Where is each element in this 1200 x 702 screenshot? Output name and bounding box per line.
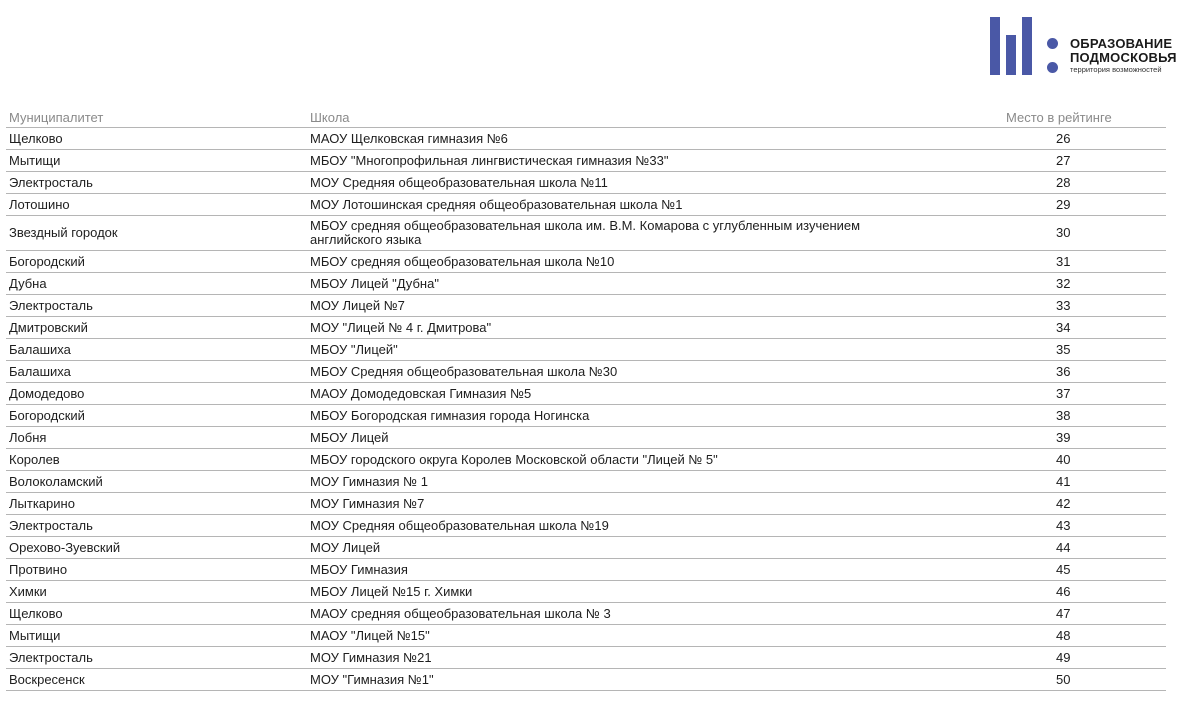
cell-place: 26 — [1006, 128, 1166, 150]
header-place: Место в рейтинге — [1006, 108, 1166, 128]
cell-school: МБОУ "Многопрофильная лингвистическая гимназия №33" — [307, 150, 1006, 172]
cell-municipality: Мытищи — [6, 150, 307, 172]
cell-school: МОУ Лицей — [307, 537, 1006, 559]
cell-municipality: Электросталь — [6, 647, 307, 669]
cell-municipality: Богородский — [6, 405, 307, 427]
ranking-table — [6, 108, 1166, 691]
cell-municipality: Дубна — [6, 273, 307, 295]
cell-place: 33 — [1006, 295, 1166, 317]
table-row — [6, 471, 1166, 493]
cell-place: 47 — [1006, 603, 1166, 625]
cell-place: 35 — [1006, 339, 1166, 361]
table-row — [6, 273, 1166, 295]
cell-place: 36 — [1006, 361, 1166, 383]
table-row — [6, 194, 1166, 216]
cell-place: 29 — [1006, 194, 1166, 216]
cell-school: МОУ Лицей №7 — [307, 295, 1006, 317]
cell-municipality: Дмитровский — [6, 317, 307, 339]
cell-school: МАОУ средняя общеобразовательная школа № 3 — [307, 603, 1006, 625]
cell-municipality: Щелково — [6, 128, 307, 150]
table-row — [6, 405, 1166, 427]
table-row — [6, 603, 1166, 625]
cell-school: МБОУ Богородская гимназия города Ногинска — [307, 405, 1006, 427]
table-row — [6, 383, 1166, 405]
cell-place: 32 — [1006, 273, 1166, 295]
cell-place: 39 — [1006, 427, 1166, 449]
cell-place: 38 — [1006, 405, 1166, 427]
cell-place: 43 — [1006, 515, 1166, 537]
table-row — [6, 295, 1166, 317]
cell-municipality: Химки — [6, 581, 307, 603]
cell-municipality: Орехово-Зуевский — [6, 537, 307, 559]
header-municipality: Муниципалитет — [6, 108, 307, 128]
cell-place: 41 — [1006, 471, 1166, 493]
cell-school: МБОУ средняя общеобразовательная школа №10 — [307, 251, 1006, 273]
cell-school: МАОУ Щелковская гимназия №6 — [307, 128, 1006, 150]
cell-school: МОУ Лотошинская средняя общеобразовательная школа №1 — [307, 194, 1006, 216]
cell-school: МБОУ Лицей "Дубна" — [307, 273, 1006, 295]
cell-school: МБОУ Лицей №15 г. Химки — [307, 581, 1006, 603]
cell-municipality: Звездный городок — [6, 216, 307, 251]
cell-municipality: Протвино — [6, 559, 307, 581]
logo-bars-icon — [990, 17, 1060, 77]
cell-municipality: Мытищи — [6, 625, 307, 647]
cell-municipality: Королев — [6, 449, 307, 471]
table-row — [6, 251, 1166, 273]
cell-municipality: Щелково — [6, 603, 307, 625]
cell-municipality: Электросталь — [6, 295, 307, 317]
cell-school: МБОУ городского округа Королев Московской области "Лицей № 5" — [307, 449, 1006, 471]
cell-place: 50 — [1006, 669, 1166, 691]
header-school: Школа — [307, 108, 1006, 128]
table-row — [6, 537, 1166, 559]
table-row — [6, 449, 1166, 471]
cell-school: МОУ Средняя общеобразовательная школа №19 — [307, 515, 1006, 537]
cell-municipality: Воскресенск — [6, 669, 307, 691]
table-row — [6, 647, 1166, 669]
table-row — [6, 128, 1166, 150]
logo — [990, 17, 1190, 77]
cell-school: МОУ Гимназия №7 — [307, 493, 1006, 515]
cell-school: МБОУ Средняя общеобразовательная школа №30 — [307, 361, 1006, 383]
cell-school: МОУ "Гимназия №1" — [307, 669, 1006, 691]
cell-school: МОУ Средняя общеобразовательная школа №11 — [307, 172, 1006, 194]
cell-place: 46 — [1006, 581, 1166, 603]
cell-place: 34 — [1006, 317, 1166, 339]
table-row — [6, 515, 1166, 537]
cell-school: МАОУ "Лицей №15" — [307, 625, 1006, 647]
cell-place: 44 — [1006, 537, 1166, 559]
cell-place: 42 — [1006, 493, 1166, 515]
table-row — [6, 339, 1166, 361]
table-row — [6, 493, 1166, 515]
cell-municipality: Электросталь — [6, 515, 307, 537]
cell-place: 45 — [1006, 559, 1166, 581]
cell-school: МАОУ Домодедовская Гимназия №5 — [307, 383, 1006, 405]
cell-school: МБОУ Гимназия — [307, 559, 1006, 581]
table-row — [6, 625, 1166, 647]
logo-title-line2: ПОДМОСКОВЬЯ — [1070, 50, 1177, 65]
logo-text — [1070, 37, 1177, 75]
cell-municipality: Балашиха — [6, 361, 307, 383]
cell-school: МОУ "Лицей № 4 г. Дмитрова" — [307, 317, 1006, 339]
table-row — [6, 427, 1166, 449]
table-row — [6, 172, 1166, 194]
cell-place: 40 — [1006, 449, 1166, 471]
cell-school: МОУ Гимназия № 1 — [307, 471, 1006, 493]
table-row — [6, 150, 1166, 172]
cell-school: МБОУ "Лицей" — [307, 339, 1006, 361]
table-row — [6, 559, 1166, 581]
cell-place: 48 — [1006, 625, 1166, 647]
cell-school: МБОУ средняя общеобразовательная школа им. В.М. Комарова с углубленным изучением английского языка — [307, 216, 1006, 251]
cell-place: 30 — [1006, 216, 1166, 251]
logo-title-line1: ОБРАЗОВАНИЕ — [1070, 36, 1173, 51]
cell-place: 28 — [1006, 172, 1166, 194]
cell-municipality: Балашиха — [6, 339, 307, 361]
cell-municipality: Домодедово — [6, 383, 307, 405]
cell-municipality: Лобня — [6, 427, 307, 449]
cell-municipality: Волоколамский — [6, 471, 307, 493]
cell-municipality: Лотошино — [6, 194, 307, 216]
table-row — [6, 216, 1166, 251]
cell-place: 27 — [1006, 150, 1166, 172]
cell-municipality: Электросталь — [6, 172, 307, 194]
table-row — [6, 669, 1166, 691]
cell-place: 49 — [1006, 647, 1166, 669]
logo-tagline: территория возможностей — [1070, 65, 1162, 74]
cell-place: 37 — [1006, 383, 1166, 405]
cell-municipality: Лыткарино — [6, 493, 307, 515]
table-header-row — [6, 108, 1166, 128]
cell-municipality: Богородский — [6, 251, 307, 273]
cell-school: МБОУ Лицей — [307, 427, 1006, 449]
table-row — [6, 581, 1166, 603]
table-row — [6, 317, 1166, 339]
cell-school: МОУ Гимназия №21 — [307, 647, 1006, 669]
table-row — [6, 361, 1166, 383]
cell-place: 31 — [1006, 251, 1166, 273]
